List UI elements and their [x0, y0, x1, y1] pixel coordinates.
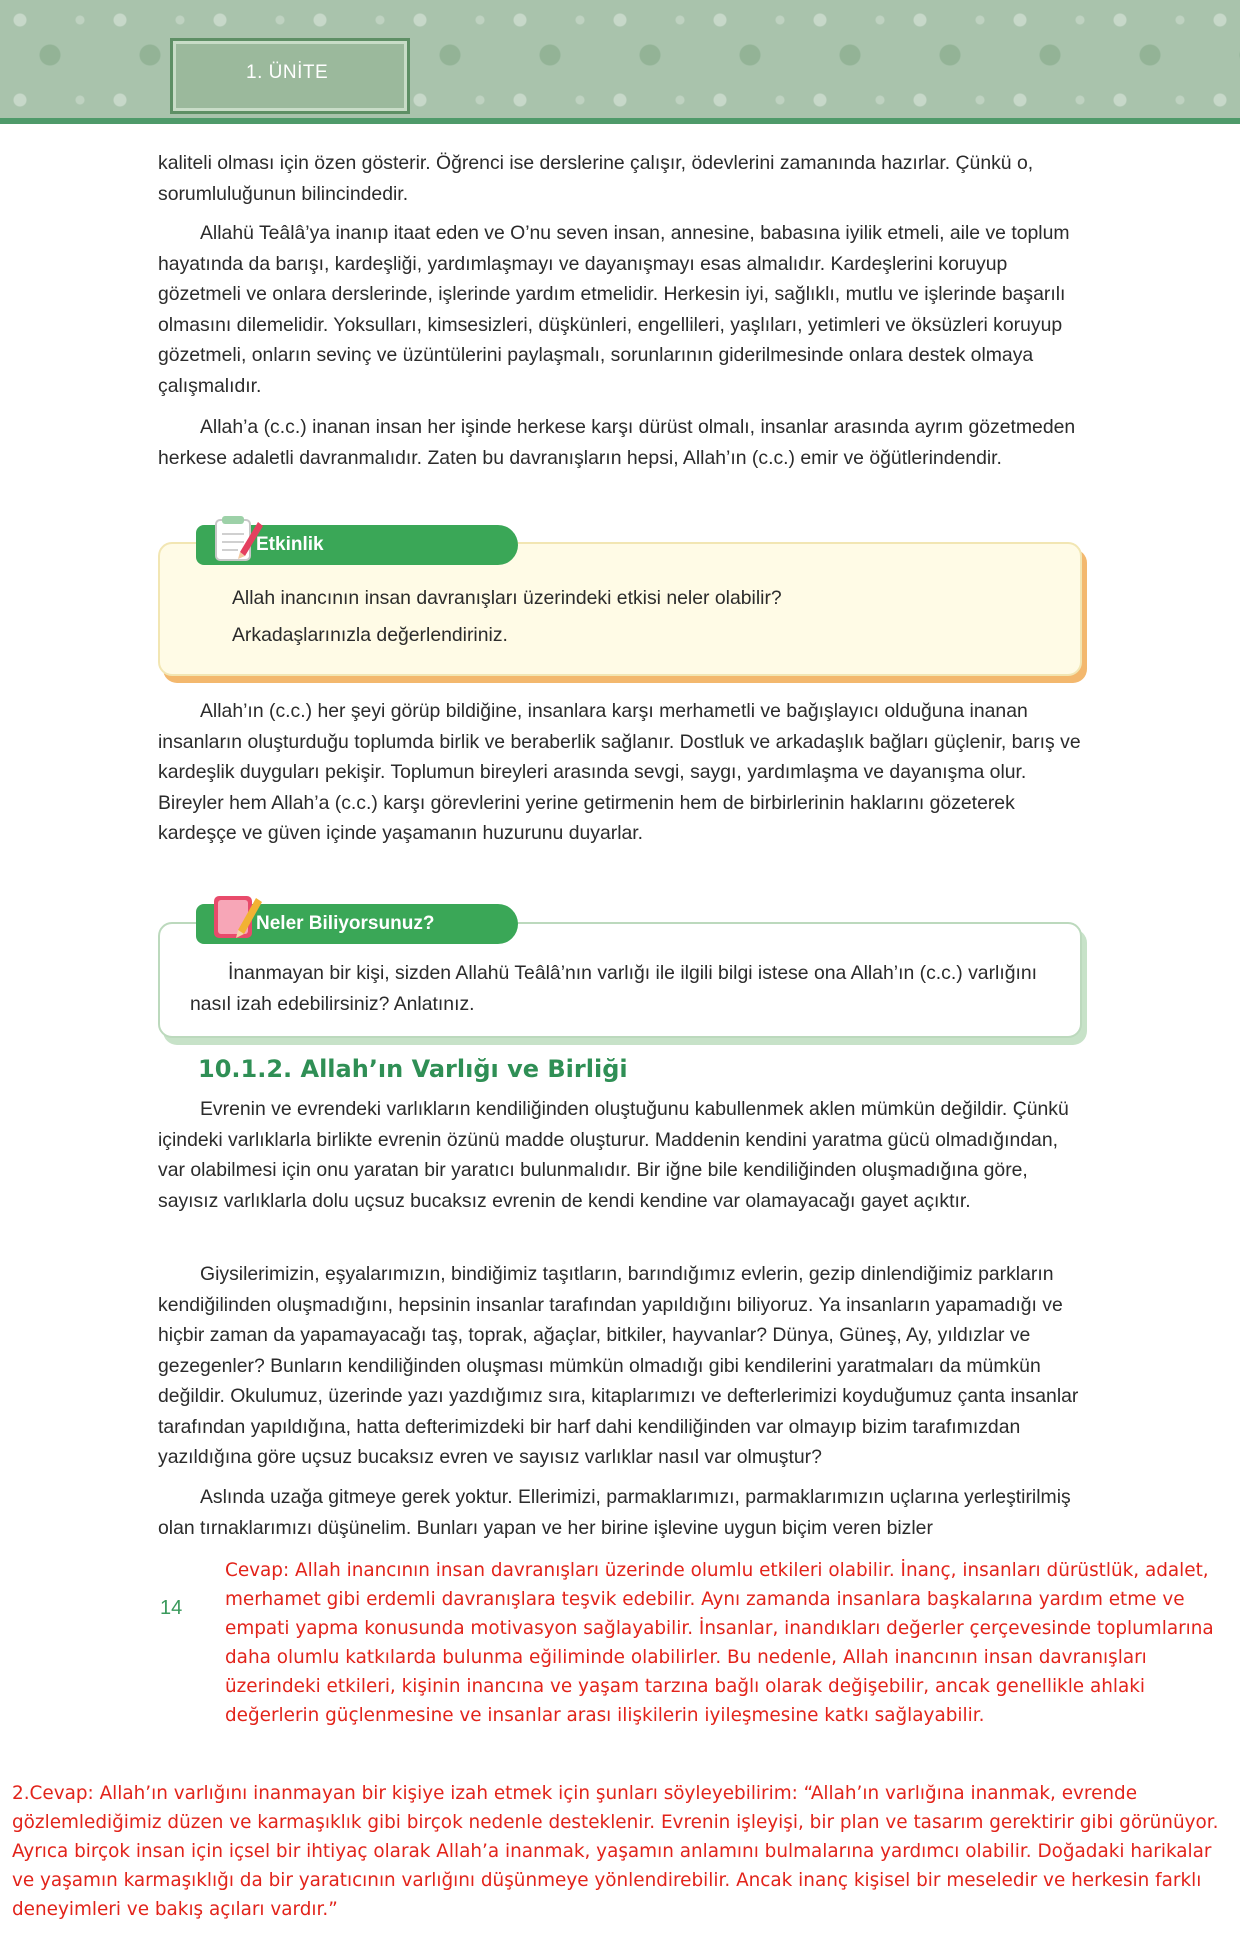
paragraph-2: Allahü Teâlâ’ya inanıp itaat eden ve O’nu seven insan, annesine, babasına iyilik etmeli, aile ve toplum hayatında da barışı, kardeşliği, yardımlaşmayı ve dayanışmayı esas almalıdır. Kardeşlerini koruyup gözetmeli ve onlara derslerinde, işlerinde yardım etmelidir. Herkesin iyi, sağlıklı, mutlu ve işlerinde başarılı olmasını dilemelidir. Yoksulları, kimsesizleri, düşkünleri, engellileri, yaşlıları, yetimleri ve öksüzleri koruyup gözetmeli, onların sevinç ve üzüntülerini paylaşmalı, sorunlarının giderilmesinde onlara destek olmaya çalışmalıdır. — [158, 222, 1070, 397]
neler-question: İnanmayan bir kişi, sizden Allahü Teâlâ’nın varlığı ile ilgili bilgi istese ona Allah’ın (c.c.) varlığını nasıl izah edebilirsiniz? Anlatınız. — [190, 962, 1038, 1015]
etkinlik-instruction: Arkadaşlarınızla değerlendiriniz. — [232, 624, 508, 646]
paragraph-5: Evrenin ve evrendeki varlıkların kendiliğinden oluştuğunu kabullenmek aklen mümkün değildir. Çünkü içindeki varlıklarla birlikte evrenin özünü madde oluşturur. Maddenin kendini yaratma gücü olmadığından, var olabilmesi için onu yaratan bir yaratıcı bulunmalıdır. Bir iğne bile kendiliğinden oluşmadığına göre, sayısız varlıklarla dolu uçsuz bucaksız evrenin de kendi kendine var olamayacağı gayet açıktır. — [158, 1098, 1069, 1212]
paragraph-3: Allah’a (c.c.) inanan insan her işinde herkese karşı dürüst olmalı, insanlar arasında ayrım gözetmeden herkese adaletli davranmalıdır. Zaten bu davranışların hepsi, Allah’ın (c.c.) emir ve öğütlerindendir. — [158, 416, 1076, 469]
paragraph-4: Allah’ın (c.c.) her şeyi görüp bildiğine, insanlara karşı merhametli ve bağışlayıcı olduğuna inanan insanların oluşturduğu toplumda birlik ve beraberlik sağlanır. Dostluk ve arkadaşlık bağları güçlenir, barış ve kardeşlik duyguları pekişir. Toplumun bireyleri arasında sevgi, saygı, yardımlaşma ve dayanışma olur. Bireyler hem Allah’a (c.c.) karşı görevlerini yerine getirmenin hem de birbirlerinin haklarını gözeterek kardeşçe ve güven içinde yaşamanın huzurunu duyarlar. — [158, 700, 1081, 844]
etkinlik-title: Etkinlik — [196, 525, 518, 565]
etkinlik-question: Allah inancının insan davranışları üzerindeki etkisi neler olabilir? — [232, 587, 782, 609]
paragraph-6: Giysilerimizin, eşyalarımızın, bindiğimiz taşıtların, barındığımız evlerin, gezip dinlendiğimiz parkların kendiğilinden oluşmadığını, hepsinin insanlar tarafından yapıldığını biliyoruz. Ya insanların yapamadığı ve hiçbir zaman da yapamayacağı taş, toprak, ağaçlar, bitkiler, hayvanlar? Dünya, Güneş, Ay, yıldızlar ve gezegenler? Bunların kendiliğinden oluşması mümkün olmadığı gibi kendilerini yaratmaları da mümkün değildir. Okulumuz, üzerinde yazı yazdığımız sıra, kitaplarımızı ve defterlerimizi koyduğumuz çanta insanlar tarafından yapıldığına, hatta defterimizdeki bir harf dahi kendiliğinden var olmayıp bizim tarafımızdan yazıldığına göre uçsuz bucaksız evren ve sayısız varlıklar nasıl var olmuştur? — [158, 1263, 1079, 1468]
answer-2: 2.Cevap: Allah’ın varlığını inanmayan bir kişiye izah etmek için şunları söyleyebilirim: “Allah’ın varlığına inanmak, evrende gözlemlediğimiz düzen ve karmaşıklık gibi birçok nedenle desteklenir. Evrenin işleyişi, bir plan ve tasarım gerektirir gibi görünüyor. Ayrıca birçok insan için içsel bir ihtiyaç olarak Allah’a inanmak, yaşamın anlamını bulmalarına yardımcı olabilir. Doğadaki harikalar ve yaşamın karmaşıklığı da bir yaratıcının varlığını düşünmeye yönlendirebilir. Ancak inanç kişisel bir meseledir ve herkesin farklı deneyimleri ve bakış açıları vardır.” — [12, 1783, 1219, 1920]
neler-biliyorsunuz-title: Neler Biliyorsunuz? — [196, 904, 518, 944]
clipboard-pencil-icon — [210, 512, 264, 564]
unit-label: 1. ÜNİTE — [246, 62, 329, 83]
paragraph-7: Aslında uzağa gitmeye gerek yoktur. Ellerimizi, parmaklarımızı, parmaklarımızın uçlarına yerleştirilmiş olan tırnaklarımızı düşünelim. Bunları yapan ve her birine işlevine uygun biçim veren bizler — [158, 1486, 1071, 1539]
section-heading: 10.1.2. Allah’ın Varlığı ve Birliği — [198, 1055, 628, 1083]
header-divider — [0, 118, 1240, 124]
notepad-pencil-icon — [210, 890, 264, 942]
answer-1: Cevap: Allah inancının insan davranışları üzerinde olumlu etkileri olabilir. İnanç, insanları dürüstlük, adalet, merhamet gibi erdemli davranışlara teşvik edebilir. Aynı zamanda insanlara başkalarına yardım etme ve empati yapma konusunda motivasyon sağlayabilir. İnsanlar, inandıkları değerler çerçevesinde toplumlarına daha olumlu katkılarda bulunma eğiliminde olabilirler. Bu nedenle, Allah inancının insan davranışları üzerindeki etkileri, kişinin inancına ve yaşam tarzına bağlı olarak değişebilir, ancak genellikle ahlaki değerlerin güçlenmesine ve insanlar arası ilişkilerin iyileşmesine katkı sağlayabilir. — [225, 1560, 1214, 1726]
paragraph-1: kaliteli olması için özen gösterir. Öğrenci ise derslerine çalışır, ödevlerini zamanında hazırlar. Çünkü o, sorumluluğunun bilincindedir. — [158, 152, 1034, 205]
page-number: 14 — [160, 1597, 183, 1619]
